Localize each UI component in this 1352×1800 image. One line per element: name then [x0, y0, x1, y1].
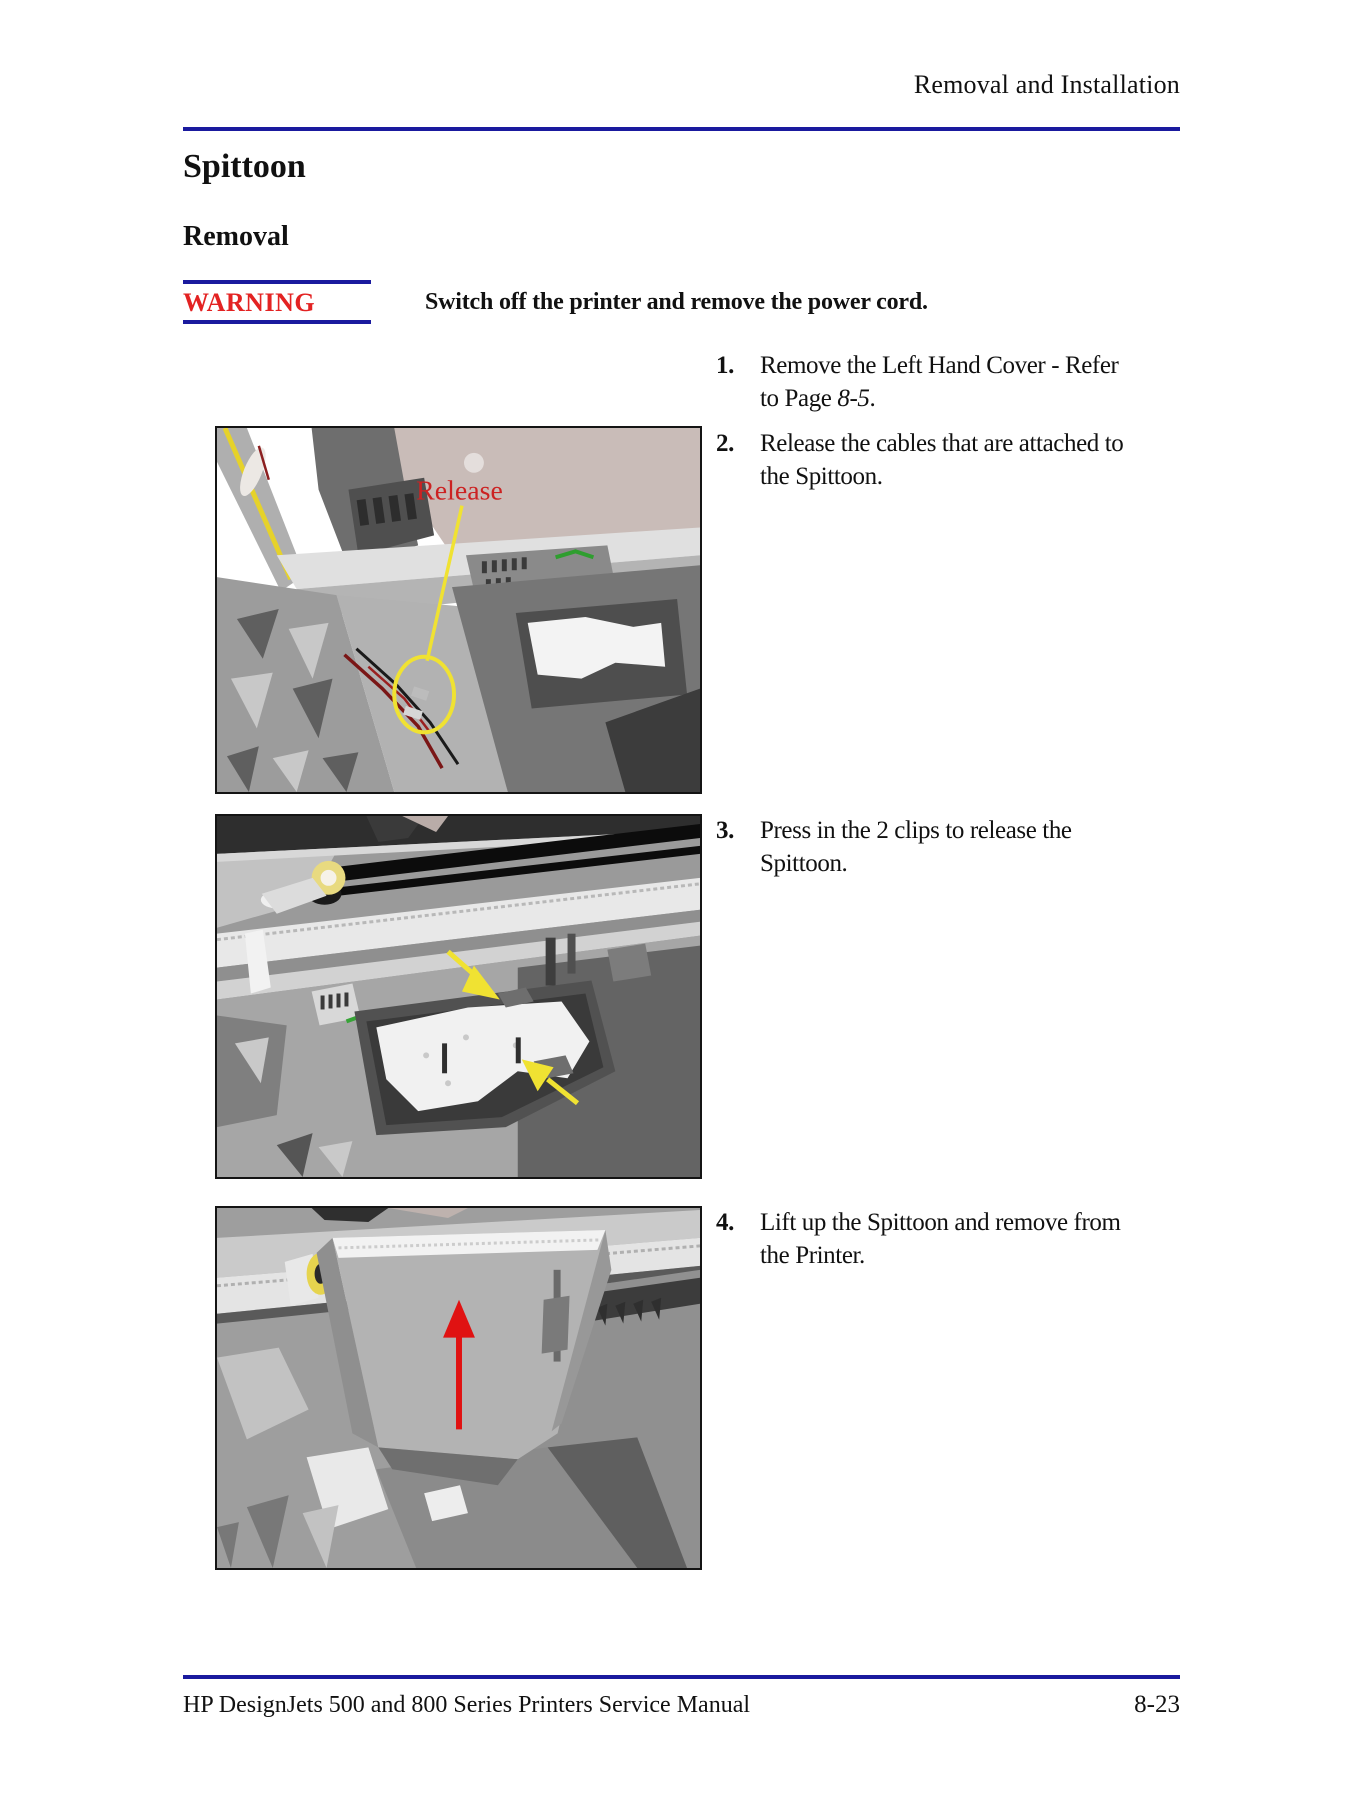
section-heading: Removal: [183, 221, 289, 252]
page-reference: 8-5: [837, 385, 870, 412]
step-3-number: 3.: [716, 817, 734, 844]
figure-1-illustration: [217, 428, 700, 792]
figure-lift-spittoon: [215, 1206, 702, 1570]
step-1-line-2: to Page 8-5.: [760, 385, 876, 412]
page-title: Spittoon: [183, 148, 306, 185]
warning-label: WARNING: [183, 288, 316, 317]
step-4-line-1: Lift up the Spittoon and remove from: [760, 1209, 1121, 1236]
step-2: [716, 427, 1176, 493]
warning-text: Switch off the printer and remove the power cord.: [425, 289, 928, 315]
running-header: Removal and Installation: [913, 70, 1180, 99]
step-3-line-2: Spittoon.: [760, 850, 848, 877]
step-1-line-1: Remove the Left Hand Cover - Refer: [760, 352, 1119, 379]
step-4-number: 4.: [716, 1209, 734, 1236]
step-4-line-2: the Printer.: [760, 1242, 865, 1269]
footer-page-number: 8-23: [1134, 1691, 1180, 1718]
printer-internals: [217, 816, 700, 1177]
footer-manual-title: HP DesignJets 500 and 800 Series Printers Service Manual: [183, 1692, 751, 1718]
warning-rule-bottom: [183, 320, 371, 324]
step-3: [716, 814, 1176, 880]
step-4: [716, 1206, 1176, 1272]
figure-release-cables: [215, 426, 702, 794]
step-2-number: 2.: [716, 430, 734, 457]
header-rule: [183, 127, 1180, 131]
step-3-line-1: Press in the 2 clips to release the: [760, 817, 1072, 844]
step-2-line-2: the Spittoon.: [760, 463, 883, 490]
footer-rule: [183, 1675, 1180, 1679]
step-2-line-1: Release the cables that are attached to: [760, 430, 1124, 457]
step-1-number: 1.: [716, 352, 734, 379]
warning-rule-top: [183, 280, 371, 284]
figure-press-clips: [215, 814, 702, 1179]
figure-3-illustration: [217, 1208, 700, 1568]
step-1: [716, 349, 1176, 415]
figure-2-illustration: [217, 816, 700, 1177]
release-label: Release: [416, 475, 503, 507]
